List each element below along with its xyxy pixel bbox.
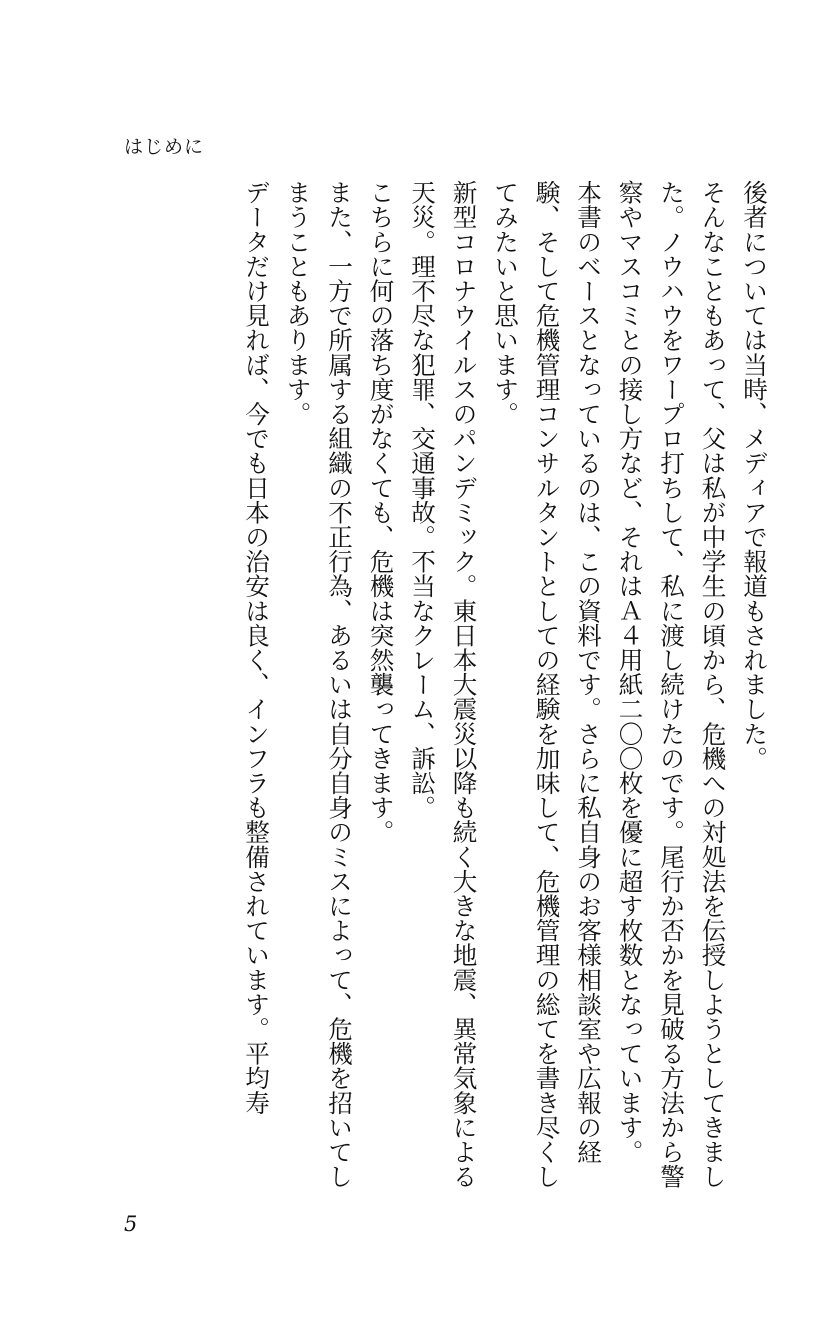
paragraph-2: そんなこともあって、父は私が中学生の頃から、危機への対処法を伝授しようとしてきました。ノウハウをワープロ打ちして、私に渡し続けたのです。尾行か否かを見破る方法から警察やマスコミとの接し方など、それはＡ４用紙二〇〇枚を優に超す枚数となっています。 xyxy=(615,180,728,1189)
paragraph-7: データだけ見れば、今でも日本の治安は良く、インフラも整備されています。平均寿 xyxy=(242,180,271,1115)
paragraph-5: こちらに何の落ち度がなくても、危機は突然襲ってきます。 xyxy=(366,180,396,845)
vertical-body-text xyxy=(35,180,775,1200)
page-number: 5 xyxy=(124,1212,138,1236)
paragraph-3: 本書のベースとなっているのは、この資料です。さらに私自身のお客様相談室や広報の経験、そして危機管理コンサルタントとしての経験を加味して、危機管理の総てを書き尽くしてみたいと思います。 xyxy=(491,180,603,1189)
running-header: はじめに xyxy=(124,136,205,158)
paragraph-4: 新型コロナウイルスのパンデミック。東日本大震災以降も続く大きな地震、異常気象による天災。理不尽な犯罪、交通事故。不当なクレーム、訴訟。 xyxy=(408,180,479,1189)
paragraph-1: 後者については当時、メディアで報道もされました。 xyxy=(740,180,769,771)
paragraph-6: また、一方で所属する組織の不正行為、あるいは自分自身のミスによって、危機を招いてしまうこともあります。 xyxy=(283,180,354,1189)
